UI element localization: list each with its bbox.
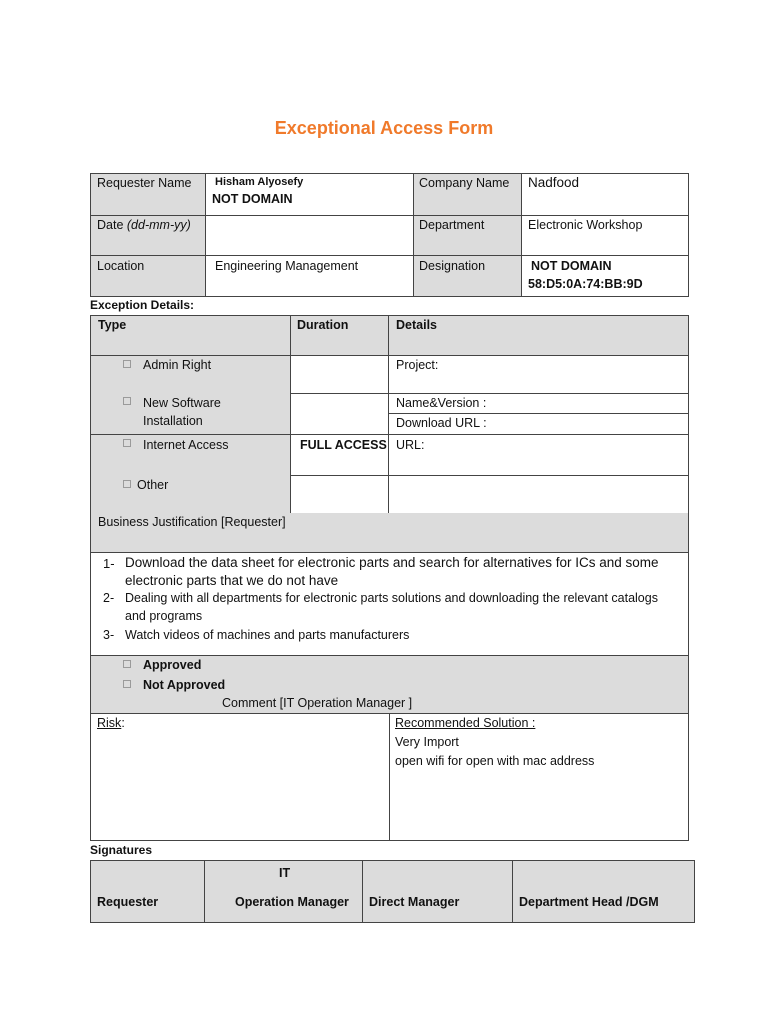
internet-access-checkbox[interactable] — [123, 439, 131, 447]
requester-signature-cell[interactable] — [90, 860, 205, 923]
risk-label-colon: : — [121, 716, 125, 730]
solution-cell[interactable] — [389, 713, 689, 841]
it-signature-label-2: Operation Manager — [235, 895, 349, 909]
date-format: (dd-mm-yy) — [126, 218, 191, 232]
risk-cell[interactable] — [90, 713, 390, 841]
date-value-cell[interactable] — [205, 215, 414, 256]
new-software-checkbox[interactable] — [123, 397, 131, 405]
direct-manager-signature-cell[interactable] — [362, 860, 513, 923]
approved-checkbox[interactable] — [123, 660, 131, 668]
divider — [90, 434, 291, 435]
not-approved-label: Not Approved — [143, 678, 226, 692]
download-url-label: Download URL : — [396, 416, 487, 430]
other-checkbox[interactable] — [123, 480, 131, 488]
admin-right-checkbox[interactable] — [123, 360, 131, 368]
new-software-label: New Software — [143, 396, 221, 410]
company-name-label: Company Name — [419, 176, 510, 190]
justification-item-2-cont: and programs — [125, 609, 203, 623]
designation-label: Designation — [419, 259, 486, 273]
company-name-value: Nadfood — [528, 175, 580, 190]
internet-access-label: Internet Access — [143, 438, 229, 452]
solution-label: Recommended Solution : — [395, 716, 536, 730]
col-duration-header: Duration — [297, 318, 349, 332]
justification-item-1-cont: electronic parts that we do not have — [125, 573, 339, 588]
justification-num-3: 3- — [103, 628, 115, 642]
date-label — [97, 218, 191, 232]
solution-line-1: Very Import — [395, 735, 459, 749]
dept-head-signature-cell[interactable] — [512, 860, 695, 923]
url-label: URL: — [396, 438, 425, 452]
approved-label: Approved — [143, 658, 202, 672]
col-details-header: Details — [396, 318, 437, 332]
software-duration-cell[interactable] — [290, 393, 389, 435]
risk-label — [97, 716, 125, 730]
new-software-label-2: Installation — [143, 414, 203, 428]
justification-num-2: 2- — [103, 591, 115, 605]
justification-label: Business Justification [Requester] — [98, 515, 286, 529]
department-value: Electronic Workshop — [528, 218, 643, 232]
other-details-cell[interactable] — [388, 475, 689, 514]
mac-address-value: 58:D5:0A:74:BB:9D — [528, 277, 643, 291]
comment-label: Comment [IT Operation Manager ] — [222, 696, 413, 710]
admin-right-label: Admin Right — [143, 358, 212, 372]
requester-name-value: Hisham Alyosefy — [215, 176, 304, 188]
justification-num-1: 1- — [103, 556, 115, 571]
designation-value: NOT DOMAIN — [531, 259, 612, 273]
location-value: Engineering Management — [215, 259, 359, 273]
date-label-text: Date — [97, 218, 124, 232]
not-approved-checkbox[interactable] — [123, 680, 131, 688]
name-version-label: Name&Version : — [396, 396, 487, 410]
col-type-header: Type — [98, 318, 127, 332]
form-title: Exceptional Access Form — [274, 118, 494, 138]
requester-name-label: Requester Name — [97, 176, 192, 190]
internet-duration-value: FULL ACCESS — [300, 438, 387, 452]
dept-head-signature-label: Department Head /DGM — [519, 895, 659, 909]
justification-item-3: Watch videos of machines and parts manufacturers — [125, 628, 410, 642]
admin-duration-cell[interactable] — [290, 355, 389, 394]
signatures-heading: Signatures — [90, 843, 153, 857]
solution-line-2: open wifi for open with mac address — [395, 754, 595, 768]
url-cell[interactable] — [388, 434, 689, 476]
it-signature-label: IT — [279, 866, 291, 880]
justification-item-2: Dealing with all departments for electronic parts solutions and downloading the relevant catalogs — [125, 591, 658, 605]
other-label: Other — [137, 478, 169, 492]
requester-name-value-2: NOT DOMAIN — [212, 192, 293, 206]
justification-item-1: Download the data sheet for electronic parts and search for alternatives for ICs and some — [125, 555, 659, 570]
department-label: Department — [419, 218, 485, 232]
other-duration-cell[interactable] — [290, 475, 389, 514]
location-label: Location — [97, 259, 145, 273]
exception-details-heading: Exception Details: — [90, 298, 195, 312]
requester-signature-label: Requester — [97, 895, 159, 909]
risk-label-text: Risk — [97, 716, 122, 730]
direct-manager-signature-label: Direct Manager — [369, 895, 460, 909]
project-label: Project: — [396, 358, 439, 372]
